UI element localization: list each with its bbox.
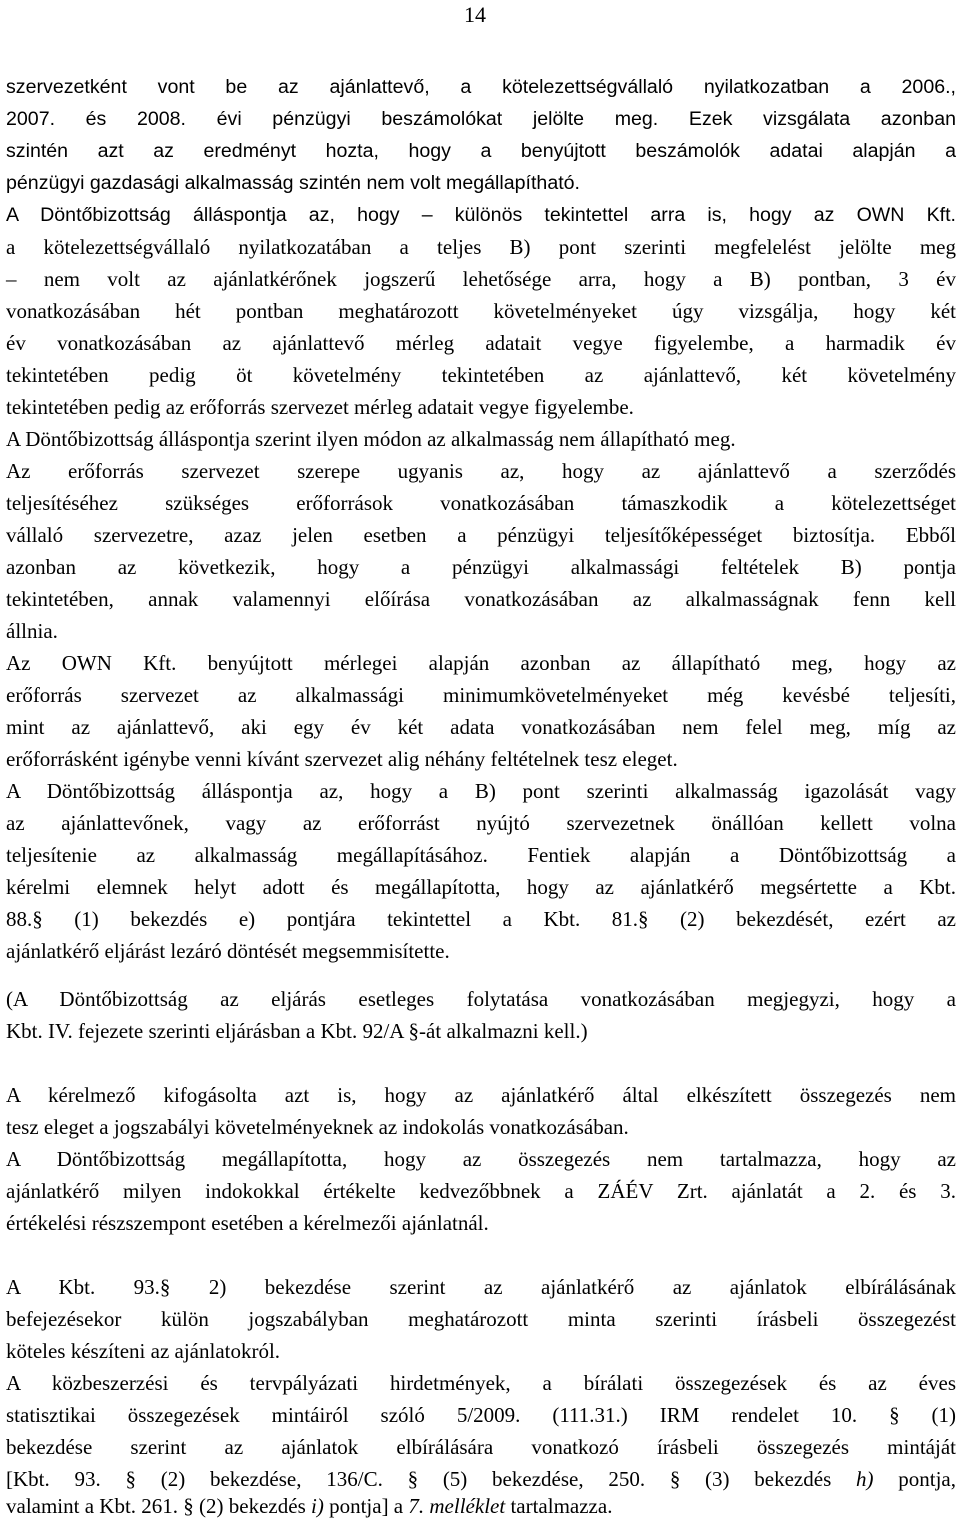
text-line: azonban az következik, hogy a pénzügyi alkalmassági feltételek B) pontja: [6, 555, 956, 579]
text-run: pontja,: [873, 1467, 956, 1491]
text-line: Az OWN Kft. benyújtott mérlegei alapján azonban az állapítható meg, hogy az: [6, 651, 956, 675]
text-line: tesz eleget a jogszabályi követelményeknek az indokolás vonatkozásában.: [6, 1115, 629, 1139]
text-line: mint az ajánlattevő, aki egy év két adata vonatkozásában nem felel meg, míg az: [6, 715, 956, 739]
text-line: 88.§ (1) bekezdés e) pontjára tekintettel a Kbt. 81.§ (2) bekezdését, ezért az: [6, 907, 956, 931]
text-run: tartalmazza.: [505, 1494, 613, 1518]
text-line: tekintetében, annak valamennyi előírása vonatkozásában az alkalmasságnak fenn kell: [6, 587, 956, 611]
text-line: állnia.: [6, 619, 58, 643]
text-line: Az erőforrás szervezet szerepe ugyanis az, hogy az ajánlattevő a szerződés: [6, 459, 956, 483]
text-line: a kötelezettségvállaló nyilatkozatában a teljes B) pont szerinti megfelelést jelölte meg: [6, 235, 956, 259]
text-line: tekintetében pedig az erőforrás szervezet mérleg adatait vegye figyelembe.: [6, 395, 634, 419]
text-line: (A Döntőbizottság az eljárás esetleges folytatása vonatkozásában megjegyzi, hogy a: [6, 987, 956, 1011]
italic-text-run: i): [311, 1494, 324, 1518]
text-line: A Döntőbizottság megállapította, hogy az összegezés nem tartalmazza, hogy az: [6, 1147, 956, 1171]
text-line: erőforrásként igénybe venni kívánt szervezet alig néhány feltételnek tesz eleget.: [6, 747, 678, 771]
text-line: Kbt. IV. fejezete szerinti eljárásban a Kbt. 92/A §-át alkalmazni kell.): [6, 1019, 588, 1043]
text-run: pontja] a: [323, 1494, 409, 1518]
text-line: az ajánlattevőnek, vagy az erőforrást nyújtó szervezetnek önállóan kellett volna: [6, 811, 956, 835]
text-run: [Kbt. 93. § (2) bekezdése, 136/C. § (5) bekezdése, 250. § (3) bekezdés: [6, 1467, 856, 1491]
text-line: ajánlatkérő eljárást lezáró döntését megsemmisítette.: [6, 939, 450, 963]
text-line: bekezdése szerint az ajánlatok elbírálására vonatkozó írásbeli összegezés mintáját: [6, 1435, 956, 1459]
text-line: A Döntőbizottság álláspontja az, hogy a B) pont szerinti alkalmasság igazolását vagy: [6, 779, 956, 803]
text-line: A Döntőbizottság álláspontja az, hogy – különös tekintettel arra is, hogy az OWN Kft.: [6, 204, 956, 226]
text-line: – nem volt az ajánlatkérőnek jogszerű lehetősége arra, hogy a B) pontban, 3 év: [6, 267, 956, 291]
text-line: év vonatkozásában az ajánlattevő mérleg adatait vegye figyelembe, a harmadik év: [6, 331, 956, 355]
text-line: értékelési részszempont esetében a kérelmezői ajánlatnál.: [6, 1211, 489, 1235]
text-line: A kérelmező kifogásolta azt is, hogy az ajánlatkérő által elkészített összegezés nem: [6, 1083, 956, 1107]
italic-text-run: 7. melléklet: [408, 1494, 506, 1518]
text-line: vonatkozásában hét pontban meghatározott követelményeket úgy vizsgálja, hogy két: [6, 299, 956, 323]
text-line: A Kbt. 93.§ 2) bekezdése szerint az ajánlatkérő az ajánlatok elbírálásának: [6, 1275, 956, 1299]
text-line: erőforrás szervezet az alkalmassági minimumkövetelményeket még kevésbé teljesíti,: [6, 683, 956, 707]
italic-text-run: h): [856, 1467, 874, 1491]
text-line: pénzügyi gazdasági alkalmasság szintén nem volt megállapítható.: [6, 172, 580, 194]
text-run: valamint a Kbt. 261. § (2) bekezdés: [6, 1494, 311, 1518]
text-line: [6, 1496, 956, 1516]
text-line: vállaló szervezetre, azaz jelen esetben a pénzügyi teljesítőképességet biztosítja. Ebből: [6, 523, 956, 547]
text-line: [6, 1464, 956, 1494]
text-line: A Döntőbizottság álláspontja szerint ilyen módon az alkalmasság nem állapítható meg.: [6, 427, 736, 451]
text-line: szervezetként vont be az ajánlattevő, a kötelezettségvállaló nyilatkozatban a 2006.,: [6, 76, 956, 98]
text-line: teljesítéséhez szükséges erőforrások vonatkozásában támaszkodik a kötelezettséget: [6, 491, 956, 515]
text-line: köteles készíteni az ajánlatokról.: [6, 1339, 281, 1363]
text-line: szintén azt az eredményt hozta, hogy a benyújtott beszámolók adatai alapján a: [6, 140, 956, 162]
text-line: tekintetében pedig öt követelmény tekintetében az ajánlattevő, két követelmény: [6, 363, 956, 387]
text-line: A közbeszerzési és tervpályázati hirdetmények, a bírálati összegezések és az éves: [6, 1371, 956, 1395]
text-line: befejezésekor külön jogszabályban meghatározott minta szerinti írásbeli összegezést: [6, 1307, 956, 1331]
text-line: kérelmi elemnek helyt adott és megállapította, hogy az ajánlatkérő megsértette a Kbt.: [6, 875, 956, 899]
text-line: ajánlatkérő milyen indokokkal értékelte kedvezőbbnek a ZÁÉV Zrt. ajánlatát a 2. és 3.: [6, 1179, 956, 1203]
text-line: teljesítenie az alkalmasság megállapításához. Fentiek alapján a Döntőbizottság a: [6, 843, 956, 867]
text-line: 2007. és 2008. évi pénzügyi beszámolókat jelölte meg. Ezek vizsgálata azonban: [6, 108, 956, 130]
text-line: statisztikai összegezések mintáiról szóló 5/2009. (111.31.) IRM rendelet 10. § (1): [6, 1403, 956, 1427]
page-number: 14: [464, 2, 486, 27]
